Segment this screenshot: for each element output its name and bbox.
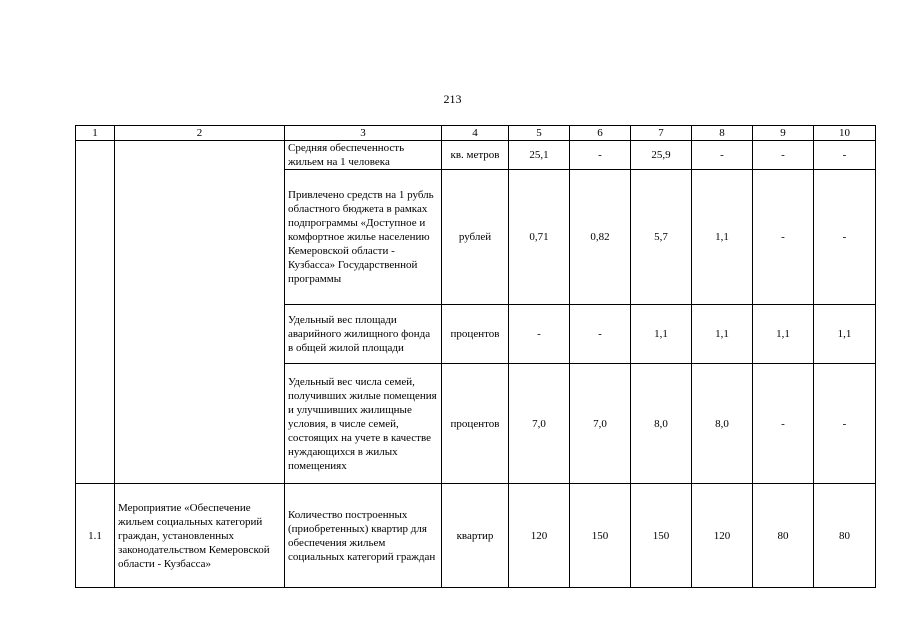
column-number-row	[76, 126, 876, 141]
table-row	[76, 141, 876, 170]
column-header: 4	[442, 126, 509, 141]
row-number-cell	[76, 141, 115, 484]
value-cell: -	[814, 141, 876, 170]
value-cell: 1,1	[692, 170, 753, 305]
value-cell: 25,1	[509, 141, 570, 170]
indicators-table	[75, 125, 876, 588]
column-header: 10	[814, 126, 876, 141]
column-header: 6	[570, 126, 631, 141]
column-header: 9	[753, 126, 814, 141]
column-header: 2	[115, 126, 285, 141]
value-cell: 8,0	[692, 364, 753, 484]
value-cell: 120	[692, 484, 753, 588]
indicator-cell: Количество построенных (приобретенных) квартир для обеспечения жильем социальных категорий граждан	[285, 484, 442, 588]
value-cell: 1,1	[814, 305, 876, 364]
value-cell: 5,7	[631, 170, 692, 305]
unit-cell: квартир	[442, 484, 509, 588]
value-cell: 7,0	[570, 364, 631, 484]
indicator-cell: Удельный вес площади аварийного жилищного фонда в общей жилой площади	[285, 305, 442, 364]
value-cell: -	[814, 170, 876, 305]
value-cell: -	[753, 364, 814, 484]
value-cell: 7,0	[509, 364, 570, 484]
indicator-cell: Привлечено средств на 1 рубль областного бюджета в рамках подпрограммы «Доступное и комфортное жилье населению Кемеровской области - Кузбасса» Государственной программы	[285, 170, 442, 305]
value-cell: 25,9	[631, 141, 692, 170]
measure-name-cell	[115, 141, 285, 484]
value-cell: 80	[814, 484, 876, 588]
value-cell: -	[692, 141, 753, 170]
indicator-cell: Средняя обеспеченность жильем на 1 человека	[285, 141, 442, 170]
column-header: 1	[76, 126, 115, 141]
row-number-cell: 1.1	[76, 484, 115, 588]
indicator-cell: Удельный вес числа семей, получивших жилые помещения и улучшивших жилищные условия, в числе семей, состоящих на учете в качестве нуждающихся в жилых помещениях	[285, 364, 442, 484]
table-row	[76, 484, 876, 588]
column-header: 5	[509, 126, 570, 141]
value-cell: -	[570, 141, 631, 170]
value-cell: 1,1	[753, 305, 814, 364]
unit-cell: рублей	[442, 170, 509, 305]
value-cell: -	[753, 141, 814, 170]
unit-cell: процентов	[442, 305, 509, 364]
unit-cell: кв. метров	[442, 141, 509, 170]
value-cell: -	[570, 305, 631, 364]
value-cell: 1,1	[692, 305, 753, 364]
unit-cell: процентов	[442, 364, 509, 484]
column-header: 8	[692, 126, 753, 141]
value-cell: 0,71	[509, 170, 570, 305]
value-cell: 150	[631, 484, 692, 588]
value-cell: 1,1	[631, 305, 692, 364]
value-cell: 8,0	[631, 364, 692, 484]
value-cell: 80	[753, 484, 814, 588]
value-cell: -	[509, 305, 570, 364]
value-cell: -	[753, 170, 814, 305]
page-number: 213	[443, 92, 462, 106]
value-cell: 120	[509, 484, 570, 588]
measure-name-cell: Мероприятие «Обеспечение жильем социальных категорий граждан, установленных законодательством Кемеровской области - Кузбасса»	[115, 484, 285, 588]
value-cell: -	[814, 364, 876, 484]
column-header: 3	[285, 126, 442, 141]
value-cell: 0,82	[570, 170, 631, 305]
column-header: 7	[631, 126, 692, 141]
value-cell: 150	[570, 484, 631, 588]
